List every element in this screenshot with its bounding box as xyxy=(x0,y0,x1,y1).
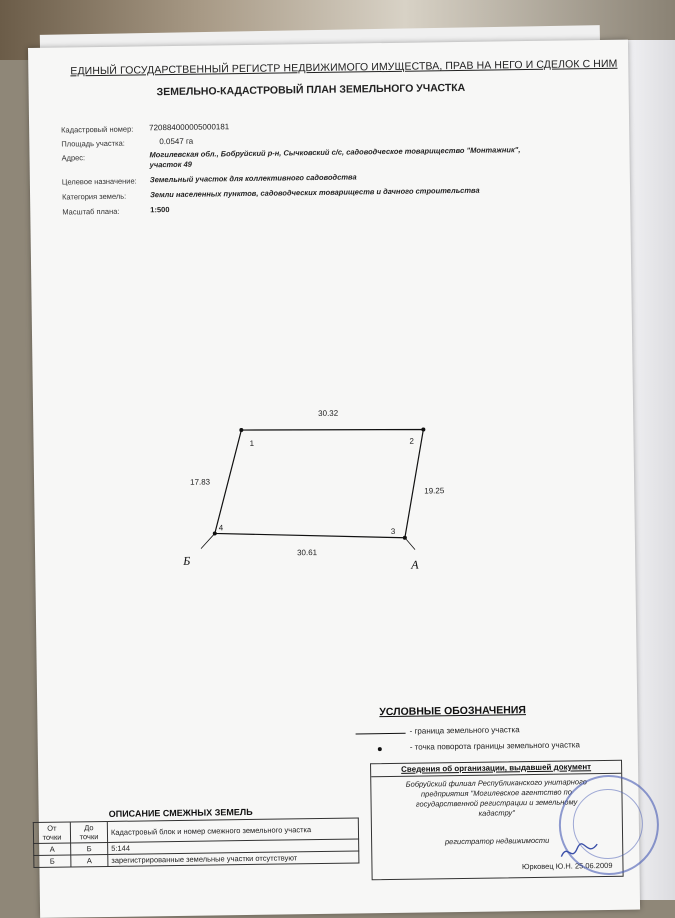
purpose-label: Целевое назначение: xyxy=(61,176,137,187)
row1-from: А xyxy=(34,843,71,856)
side-length-right: 19.25 xyxy=(424,486,445,496)
address-label: Адрес: xyxy=(61,153,86,163)
document-title: ЗЕМЕЛЬНО-КАДАСТРОВЫЙ ПЛАН ЗЕМЕЛЬНОГО УЧАСТКА xyxy=(156,81,466,99)
row2-plot: зарегистрированные земельные участки отсутствуют xyxy=(108,851,359,867)
document-page xyxy=(28,40,640,918)
turning-point-1 xyxy=(239,428,243,432)
point-label-1: 1 xyxy=(249,438,255,448)
point-label-2: 2 xyxy=(409,436,415,446)
registrar-role: регистратор недвижимости xyxy=(444,835,550,847)
header-to-point: До точки xyxy=(70,821,107,843)
registry-heading: ЕДИНЫЙ ГОСУДАРСТВЕННЫЙ РЕГИСТР НЕДВИЖИМОГО ИМУЩЕСТВА, ПРАВ НА НЕГО И СДЕЛОК С НИМ xyxy=(70,57,618,78)
scale-value: 1:500 xyxy=(150,205,170,215)
plot-boundary xyxy=(213,428,425,541)
organization-title: Сведения об организации, выдавшей документ xyxy=(371,761,621,777)
address-value-line2: участок 49 xyxy=(149,159,192,170)
area-value: 0.0547 га xyxy=(159,136,194,147)
land-category-value: Земли населенных пунктов, садоводческих товариществ и дачного строительства xyxy=(149,185,480,200)
organization-line-1: Бобруйский филиал Республиканского унитарного xyxy=(405,777,587,789)
turning-point-2 xyxy=(421,427,425,431)
row2-to: А xyxy=(71,854,108,867)
cadastral-number-label: Кадастровый номер: xyxy=(61,124,134,135)
direction-label-a: А xyxy=(411,557,419,572)
scale-label: Масштаб плана: xyxy=(62,206,120,217)
registrar-signature-line: Юрковец Ю.Н. 25.06.2009 xyxy=(521,860,613,872)
side-length-left: 17.83 xyxy=(190,477,211,487)
point-label-3: 3 xyxy=(390,526,396,536)
header-from-point: От точки xyxy=(33,822,70,844)
organization-line-3: государственной регистрации и земельному xyxy=(415,797,578,809)
signature xyxy=(559,840,599,863)
row2-from: Б xyxy=(34,855,71,868)
row1-plot: 5:144 xyxy=(108,839,359,855)
adjacent-lands-table xyxy=(33,817,360,868)
side-length-bottom: 30.61 xyxy=(297,548,318,558)
area-label: Площадь участка: xyxy=(61,138,125,149)
side-length-top: 30.32 xyxy=(318,408,339,418)
plot-drawing xyxy=(173,387,456,581)
direction-line-b xyxy=(201,533,215,548)
header-adjacent-plot: Кадастровый блок и номер смежного земельного участка xyxy=(107,818,358,843)
legend-dot-symbol xyxy=(378,747,382,751)
legend-line-symbol xyxy=(356,733,406,735)
organization-line-4: кадастру" xyxy=(478,808,515,818)
purpose-value: Земельный участок для коллективного садоводства xyxy=(149,172,357,185)
direction-label-b: Б xyxy=(183,553,191,568)
legend-boundary-text: - граница земельного участка xyxy=(409,725,520,736)
direction-line-a xyxy=(405,538,415,550)
adjacent-lands-title: ОПИСАНИЕ СМЕЖНЫХ ЗЕМЕЛЬ xyxy=(108,806,253,819)
organization-line-2: предприятия "Могилевское агентство по xyxy=(420,787,572,799)
point-label-4: 4 xyxy=(218,523,224,533)
address-value: Могилевская обл., Бобруйский р-н, Сычковский с/с, садоводческое товарищество "Монтажник", xyxy=(149,145,521,160)
legend-point-text: - точка поворота границы земельного участка xyxy=(409,740,580,752)
cadastral-number-value: 720884000005000181 xyxy=(149,122,230,133)
row1-to: Б xyxy=(71,842,108,855)
land-category-label: Категория земель: xyxy=(62,191,127,202)
legend-title: УСЛОВНЫЕ ОБОЗНАЧЕНИЯ xyxy=(379,704,527,719)
